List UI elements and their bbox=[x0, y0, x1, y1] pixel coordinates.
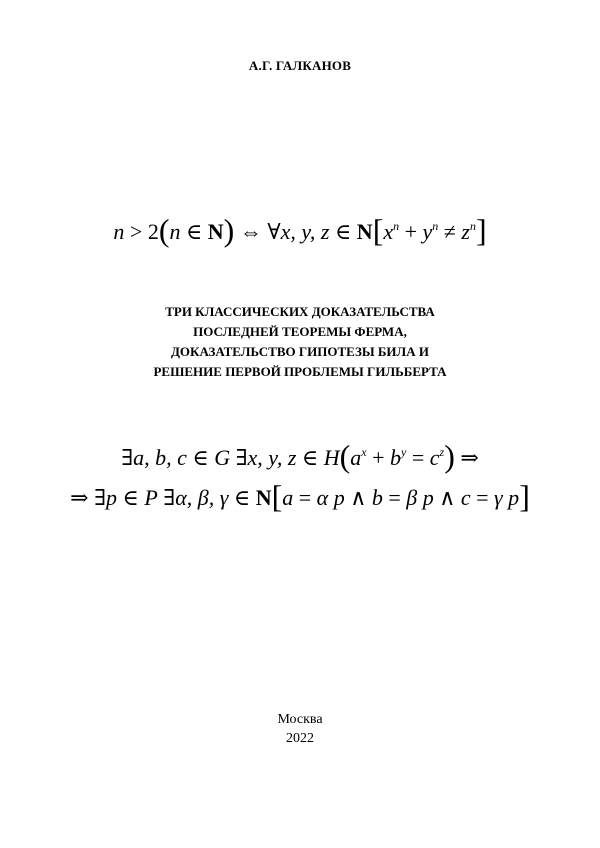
author-name: А.Г. ГАЛКАНОВ bbox=[248, 58, 352, 73]
title-line-2: ПОСЛЕДНЕЙ ТЕОРЕМЫ ФЕРМА, bbox=[193, 324, 407, 339]
vars-xyz: x, y, z bbox=[280, 219, 330, 244]
iff-symbol: ⇔ bbox=[234, 219, 268, 244]
element-of: ∈ bbox=[180, 219, 208, 244]
and-symbol-2: ∧ bbox=[433, 485, 461, 510]
set-P: P bbox=[144, 485, 158, 510]
exp-a: x bbox=[361, 445, 367, 459]
plus-sign: + bbox=[399, 219, 423, 244]
var-a: a bbox=[282, 485, 294, 510]
vars-abc: a, b, c bbox=[133, 445, 187, 470]
paren-close: ) bbox=[444, 438, 455, 474]
bracket-open: [ bbox=[372, 212, 384, 248]
var-b: b bbox=[390, 445, 402, 470]
var-p: p bbox=[106, 485, 118, 510]
alpha-p: α p bbox=[316, 485, 345, 510]
vars-xyz: x, y, z bbox=[247, 445, 297, 470]
book-title bbox=[0, 302, 600, 382]
naturals-symbol: N bbox=[255, 485, 272, 510]
naturals-symbol-2: N bbox=[356, 219, 373, 244]
var-a: a bbox=[350, 445, 362, 470]
paren-open: ( bbox=[339, 438, 351, 474]
exists-symbol-2: ∃ bbox=[157, 485, 176, 510]
vars-greek: α, β, γ bbox=[175, 485, 229, 510]
neq-sign: ≠ bbox=[438, 219, 462, 244]
bracket-close: ] bbox=[519, 478, 530, 514]
gt-two: > 2 bbox=[124, 219, 159, 244]
var-z: z bbox=[461, 219, 470, 244]
forall-symbol: ∀ bbox=[267, 219, 281, 244]
var-c: c bbox=[429, 445, 440, 470]
publication-info bbox=[0, 710, 600, 748]
publication-year: 2022 bbox=[286, 731, 314, 746]
exp-z: n bbox=[469, 219, 476, 233]
and-symbol-1: ∧ bbox=[344, 485, 372, 510]
var-y: y bbox=[422, 219, 433, 244]
implies-symbol: ⇒ bbox=[70, 485, 95, 510]
var-c: c bbox=[460, 485, 471, 510]
naturals-symbol: N bbox=[207, 219, 224, 244]
element-of-2: ∈ bbox=[296, 445, 324, 470]
publication-city: Москва bbox=[277, 712, 323, 727]
equals-sign-1: = bbox=[293, 485, 317, 510]
var-n-inner: n bbox=[169, 219, 181, 244]
paren-close: ) bbox=[223, 212, 235, 248]
exp-y: n bbox=[432, 219, 439, 233]
exp-x: n bbox=[393, 219, 400, 233]
title-line-4: РЕШЕНИЕ ПЕРВОЙ ПРОБЛЕМЫ ГИЛЬБЕРТА bbox=[153, 364, 447, 379]
equals-sign-2: = bbox=[382, 485, 407, 510]
title-line-3: ДОКАЗАТЕЛЬСТВО ГИПОТЕЗЫ БИЛА И bbox=[170, 344, 429, 359]
exp-c: z bbox=[439, 445, 445, 459]
plus-sign: + bbox=[366, 445, 391, 470]
var-x: x bbox=[383, 219, 394, 244]
gamma-p: γ p bbox=[494, 485, 520, 510]
set-G: G bbox=[214, 445, 231, 470]
implies-symbol: ⇒ bbox=[454, 445, 479, 470]
element-of: ∈ bbox=[117, 485, 145, 510]
var-n: n bbox=[113, 219, 125, 244]
element-of-2: ∈ bbox=[329, 219, 357, 244]
bracket-close: ] bbox=[475, 212, 487, 248]
beta-p: β p bbox=[406, 485, 434, 510]
equals-sign: = bbox=[406, 445, 430, 470]
bracket-open: [ bbox=[271, 478, 283, 514]
exists-symbol-2: ∃ bbox=[230, 445, 248, 470]
element-of: ∈ bbox=[186, 445, 215, 470]
element-of-2: ∈ bbox=[228, 485, 256, 510]
equals-sign-3: = bbox=[470, 485, 495, 510]
var-b: b bbox=[371, 485, 383, 510]
title-line-1: ТРИ КЛАССИЧЕСКИХ ДОКАЗАТЕЛЬСТВА bbox=[165, 304, 435, 319]
beal-formula-line-2 bbox=[0, 478, 600, 514]
set-H: H bbox=[323, 445, 340, 470]
paren-open: ( bbox=[158, 212, 170, 248]
exp-b: y bbox=[401, 445, 407, 459]
beal-formula-line-1 bbox=[0, 438, 600, 474]
exists-symbol: ∃ bbox=[121, 445, 134, 470]
exists-symbol: ∃ bbox=[94, 485, 107, 510]
fermat-formula bbox=[0, 212, 600, 248]
